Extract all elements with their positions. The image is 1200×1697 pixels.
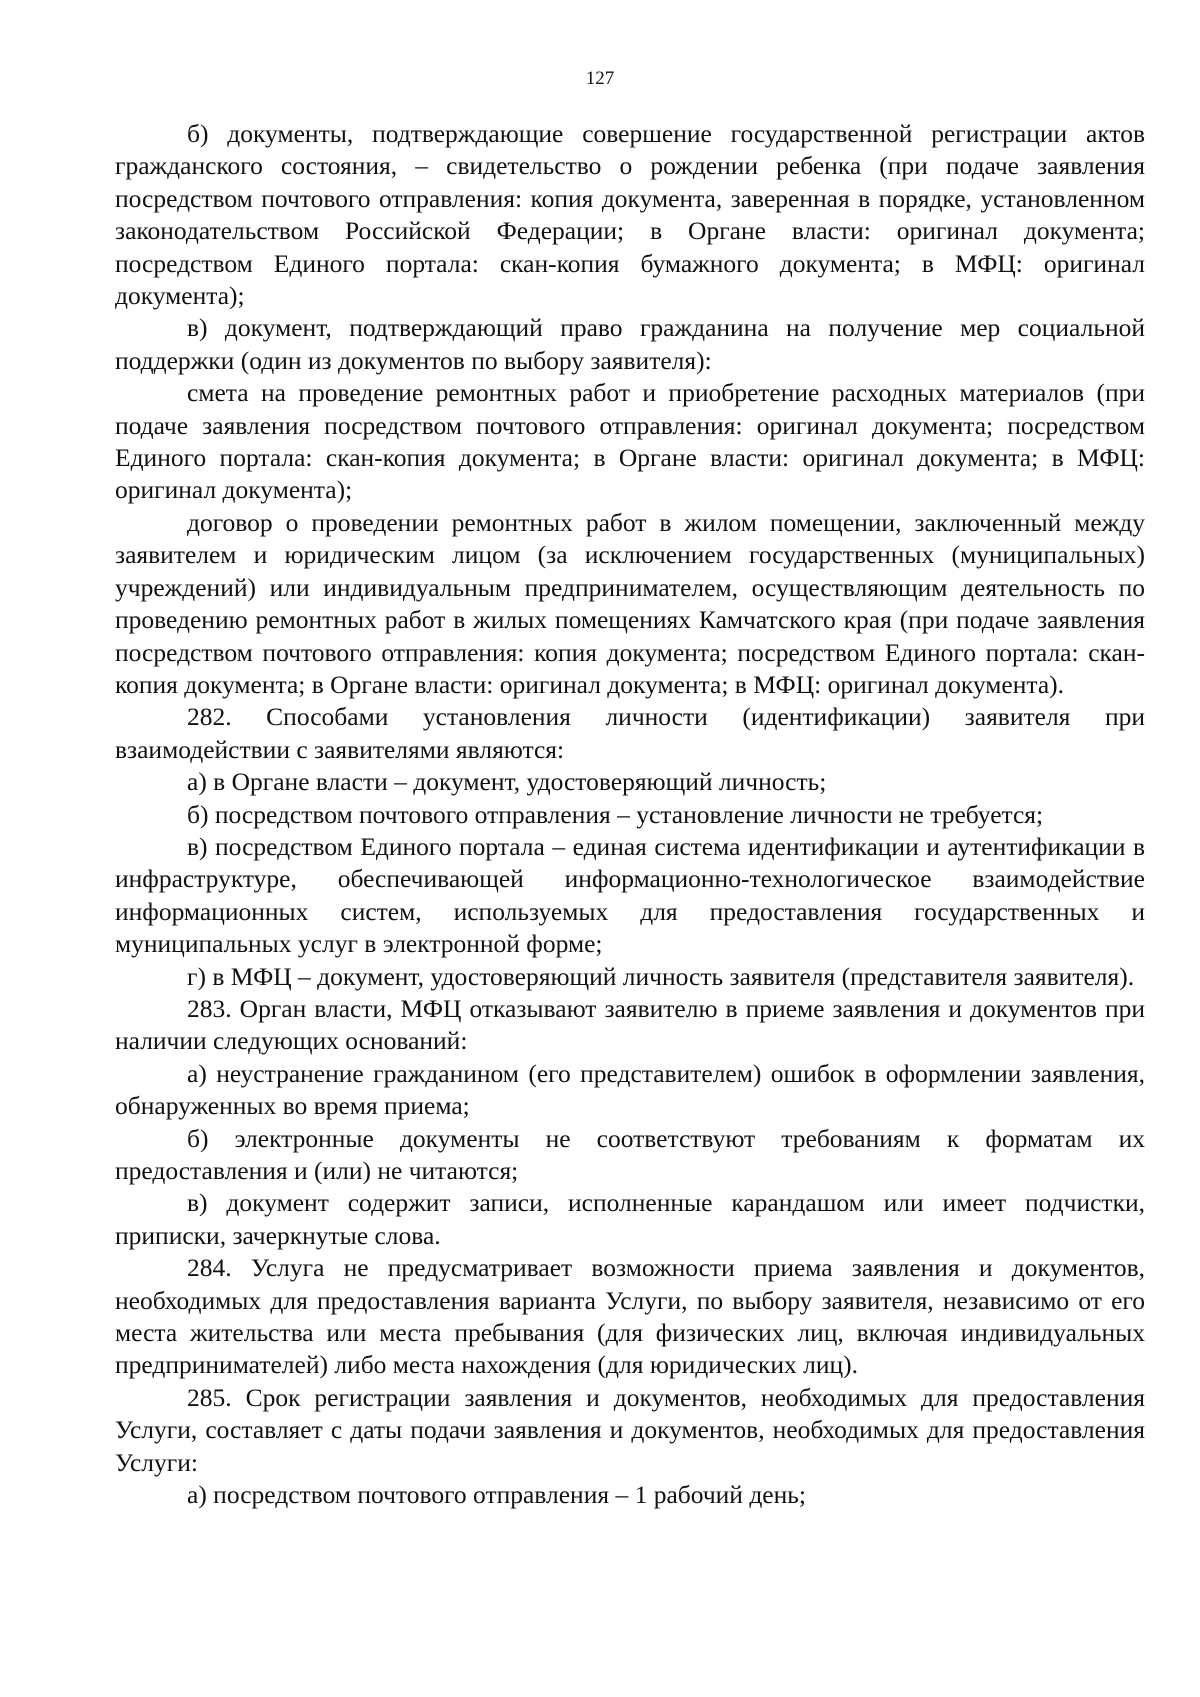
paragraph-1: б) документы, подтверждающие совершение государственной регистрации актов гражданского состояния, – свидетельство о рождении ребенка (при подаче заявления посредством почтового отправления: копия документа, заверенная в порядке, установленном законодательством Российской Федерации; в Органе власти: оригинал документа; посредством Единого портала: скан-копия бумажного документа; в МФЦ: оригинал документа); <box>115 119 1145 311</box>
page-number: 127 <box>585 68 615 89</box>
paragraph-5: 282. Способами установления личности (идентификации) заявителя при взаимодействии с заявителями являются: <box>115 702 1145 764</box>
paragraph-12: б) электронные документы не соответствуют требованиям к форматам их предоставления и (или) не читаются; <box>115 1123 1145 1185</box>
paragraph-6: а) в Органе власти – документ, удостоверяющий личность; <box>187 767 827 797</box>
paragraph-14: 284. Услуга не предусматривает возможности приема заявления и документов, необходимых для предоставления варианта Услуги, по выбору заявителя, независимо от его места жительства или места пребывания (для физических лиц, включая индивидуальных предпринимателей) либо места нахождения (для юридических лиц). <box>115 1253 1145 1380</box>
paragraph-4: договор о проведении ремонтных работ в жилом помещении, заключенный между заявителем и юридическим лицом (за исключением государственных (муниципальных) учреждений) или индивидуальным предпринимателем, осуществляющим деятельность по проведению ремонтных работ в жилых помещениях Камчатского края (при подаче заявления посредством почтового отправления: копия документа; посредством Единого портала: скан-копия документа; в Органе власти: оригинал документа; в МФЦ: оригинал документа). <box>115 507 1145 699</box>
document-body <box>115 118 1145 1511</box>
paragraph-9: г) в МФЦ – документ, удостоверяющий личность заявителя (представителя заявителя). <box>187 961 1135 991</box>
paragraph-16: а) посредством почтового отправления – 1 рабочий день; <box>187 1480 806 1510</box>
paragraph-3: смета на проведение ремонтных работ и приобретение расходных материалов (при подаче заявления посредством почтового отправления: оригинал документа; посредством Единого портала: скан-копия документа; в Органе власти: оригинал документа; в МФЦ: оригинал документа); <box>115 378 1145 505</box>
paragraph-2: в) документ, подтверждающий право гражданина на получение мер социальной поддержки (один из документов по выбору заявителя): <box>115 313 1145 375</box>
paragraph-13: в) документ содержит записи, исполненные карандашом или имеет подчистки, приписки, зачеркнутые слова. <box>115 1188 1145 1250</box>
paragraph-15: 285. Срок регистрации заявления и документов, необходимых для предоставления Услуги, составляет с даты подачи заявления и документов, необходимых для предоставления Услуги: <box>115 1382 1145 1477</box>
paragraph-10: 283. Орган власти, МФЦ отказывают заявителю в приеме заявления и документов при наличии следующих оснований: <box>115 993 1145 1056</box>
paragraph-7: б) посредством почтового отправления – установление личности не требуется; <box>187 799 1044 829</box>
paragraph-11: а) неустранение гражданином (его представителем) ошибок в оформлении заявления, обнаруженных во время приема; <box>115 1058 1145 1121</box>
paragraph-8: в) посредством Единого портала – единая система идентификации и аутентификации в инфраструктуре, обеспечивающей информационно-технологическое взаимодействие информационных систем, используемых для предоставления государственных и муниципальных услуг в электронной форме; <box>115 831 1145 959</box>
